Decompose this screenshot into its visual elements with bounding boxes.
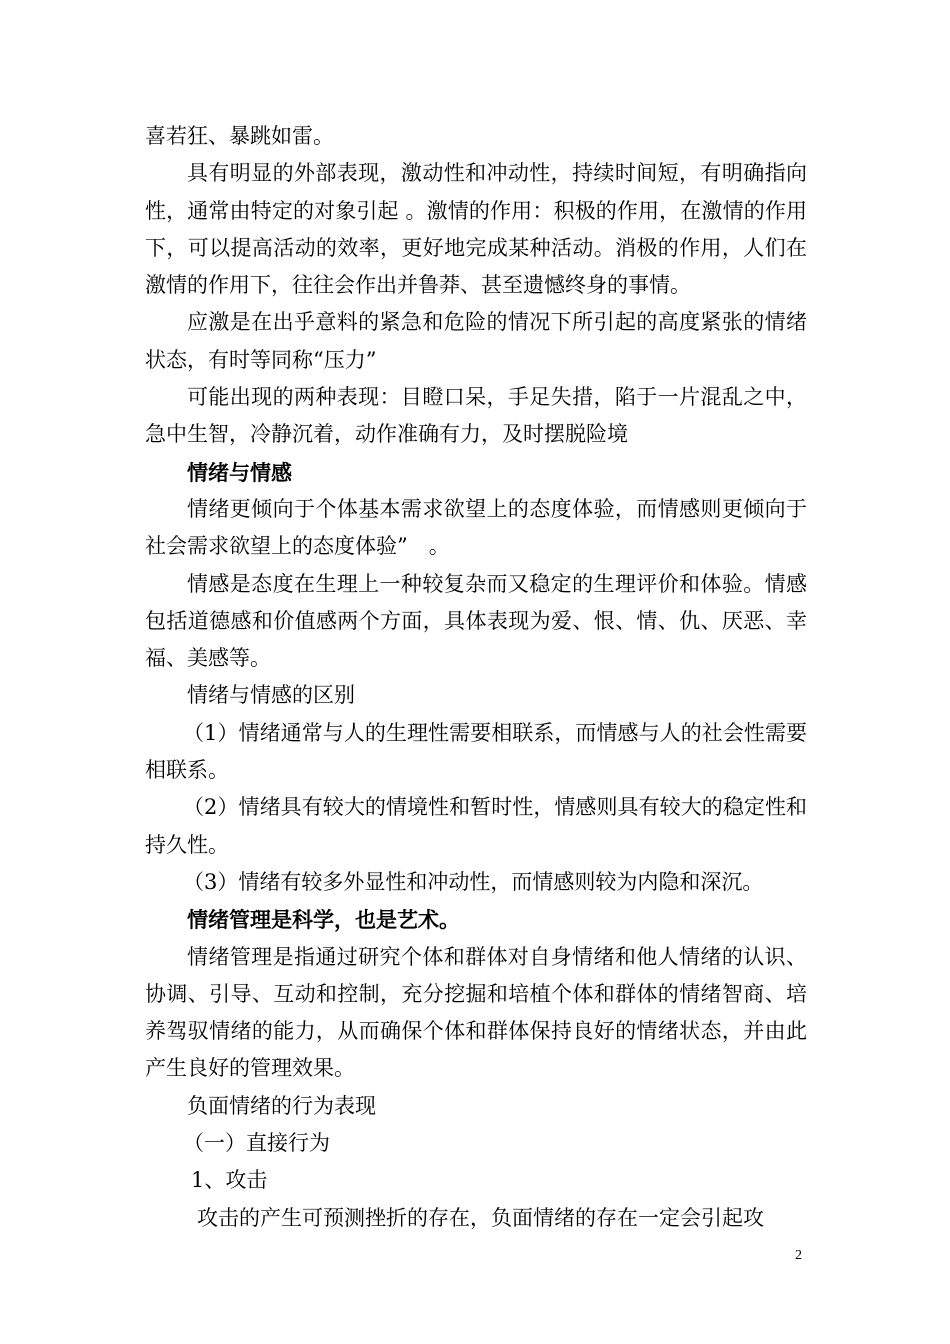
subheading-negative-behaviors: 负面情绪的行为表现 — [187, 1093, 376, 1118]
subheading-direct-behavior: （一）直接行为 — [183, 1131, 330, 1156]
list-item-difference-3: （3）情绪有较多外显性和冲动性，而情感则较为内隐和深沉。 — [183, 869, 764, 894]
page-number: 2 — [795, 1248, 802, 1263]
body-text — [145, 118, 807, 1237]
paragraph-excitement-traits: 具有明显的外部表现，激动性和冲动性，持续时间短，有明确指向性，通常由特定的对象引起 。激情的作用：积极的作用，在激情的作用下，可以提高活动的效率，更好地完成某种活动。消极的作用，人们在激情的作用下，往往会作出并鲁莽、甚至遗憾终身的事情。 — [145, 161, 807, 298]
paragraph-stress-reactions: 可能出现的两种表现：目瞪口呆，手足失措，陷于一片混乱之中，急中生智，冷静沉着，动作准确有力，及时摆脱险境 — [145, 385, 807, 447]
subheading-differences: 情绪与情感的区别 — [187, 683, 355, 708]
paragraph-emotion-management-definition: 情绪管理是指通过研究个体和群体对自身情绪和他人情绪的认识、协调、引导、互动和控制，充分挖掘和培植个体和群体的情绪智商、培养驾驭情绪的能力，从而确保个体和群体保持良好的情绪状态，并由此产生良好的管理效果。 — [145, 944, 807, 1081]
list-item-difference-1: （1）情绪通常与人的生理性需要相联系，而情感与人的社会性需要相联系。 — [145, 720, 807, 783]
list-item-difference-2: （2）情绪具有较大的情境性和暂时性，情感则具有较大的稳定性和持久性。 — [145, 795, 807, 857]
paragraph-stress-definition: 应激是在出乎意料的紧急和危险的情况下所引起的高度紧张的情绪状态，有时等同称“压力” — [145, 310, 807, 372]
paragraph-continuation: 喜若狂、暴跳如雷。 — [145, 124, 334, 148]
heading-emotion-and-feeling: 情绪与情感 — [187, 459, 292, 485]
paragraph-feeling-definition: 情感是态度在生理上一种较复杂而又稳定的生理评价和体验。情感包括道德感和价值感两个方面，具体表现为爱、恨、情、仇、厌恶、幸福、美感等。 — [145, 571, 807, 671]
subheading-attack: 1、攻击 — [191, 1168, 268, 1193]
paragraph-attack: 攻击的产生可预测挫折的存在，负面情绪的存在一定会引起攻 — [197, 1205, 764, 1230]
paragraph-emotion-tendency: 情绪更倾向于个体基本需求欲望上的态度体验，而情感则更倾向于社会需求欲望上的态度体验” 。 — [145, 496, 807, 559]
heading-emotion-management: 情绪管理是科学，也是艺术。 — [187, 907, 460, 933]
